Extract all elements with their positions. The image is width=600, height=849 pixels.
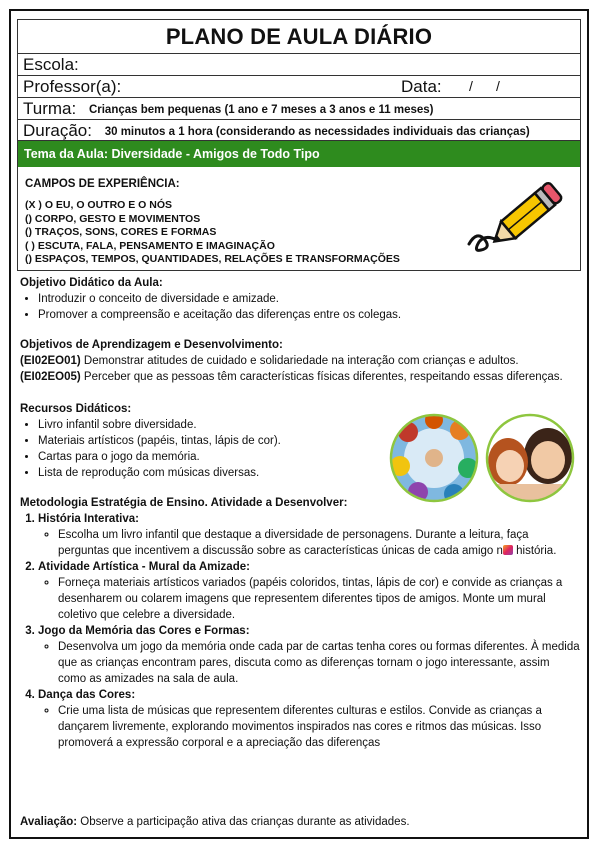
diverse-hands-photo: [388, 410, 484, 506]
objetivos-aprendizagem-title: Objetivos de Aprendizagem e Desenvolvimento:: [20, 339, 283, 351]
children-photos: [388, 410, 580, 506]
professor-label: Professor(a):: [23, 77, 122, 96]
metodologia-title: Metodologia Estratégia de Ensino. Atividade a Desenvolver:: [20, 497, 348, 509]
campo-item: () ESPAÇOS, TEMPOS, QUANTIDADES, RELAÇÕES E TRANSFORMAÇÕES: [25, 253, 400, 265]
campo-item: () CORPO, GESTO E MOVIMENTOS: [25, 212, 201, 225]
content: [20, 275, 580, 751]
turma-value: Crianças bem pequenas (1 ano e 7 meses a 3 anos e 11 meses): [88, 104, 434, 116]
data-label: Data:: [401, 77, 442, 96]
campos-list: [25, 199, 400, 267]
step-text: ◦ Crie uma lista de músicas que representem diferentes culturas e estilos. Convide as crianças a dançarem livremente, explorando movimentos inspirados nas cores e ritmos das músicas. Isso promoverá a expressão corporal e a apreciação das diferenças: [58, 703, 580, 751]
date-slash-1: /: [469, 78, 473, 94]
objetivo-text: Demonstrar atitudes de cuidado e solidariedade na interação com crianças e adultos.: [80, 355, 519, 367]
campo-item: ( ) ESCUTA, FALA, PENSAMENTO E IMAGINAÇÃO: [25, 239, 275, 252]
campo-item: (X ) O EU, O OUTRO E O NÓS: [25, 199, 173, 211]
list-item: • Lista de reprodução com músicas diversas.: [38, 465, 580, 481]
duracao-label: Duração:: [23, 121, 92, 140]
friends-emoji-icon: [503, 545, 513, 555]
campo-item: () TRAÇOS, SONS, CORES E FORMAS: [25, 226, 217, 238]
objetivo-line: [20, 353, 580, 369]
list-item: • Cartas para o jogo da memória.: [38, 449, 580, 465]
campos-title: CAMPOS DE EXPERIÊNCIA:: [25, 178, 180, 190]
page-title: PLANO DE AULA DIÁRIO: [18, 20, 580, 54]
escola-label: Escola:: [23, 55, 79, 74]
theme-bar: Tema da Aula: Diversidade - Amigos de Todo Tipo: [18, 141, 580, 167]
pencil-icon: [465, 174, 565, 266]
turma-label: Turma:: [23, 99, 77, 118]
avaliacao-label: Avaliação:: [20, 816, 78, 828]
step-title: Dança das Cores:: [38, 689, 136, 701]
step-item: [38, 623, 580, 687]
duracao-value: 30 minutos a 1 hora (considerando as necessidades individuais das crianças): [104, 126, 530, 138]
header-table: [17, 19, 581, 142]
list-item: • Introduzir o conceito de diversidade e amizade.: [38, 291, 580, 307]
avaliacao-text: Observe a participação ativa das crianças durante as atividades.: [77, 816, 410, 828]
step-item: [38, 511, 580, 559]
date-slash-2: /: [496, 78, 500, 94]
step-text: ◦ Desenvolva um jogo da memória onde cada par de cartas tenha cores ou formas diferentes. À medida que as crianças encontram pares, discuta como as diferenças tornam o jogo interessante, assim como as amizades na sala de aula.: [58, 639, 580, 687]
step-text: ◦ Forneça materiais artísticos variados (papéis coloridos, tintas, lápis de cor) e convide as crianças a desenharem ou colarem imagens que representem diferentes tipos de amigos. Monte um mural coletivo que celebre a diversidade.: [58, 575, 580, 623]
objetivo-code: (EI02EO05): [20, 371, 81, 383]
girls-photo: [484, 410, 580, 506]
list-item: • Livro infantil sobre diversidade.: [38, 417, 580, 433]
professor-row: [18, 76, 580, 98]
recursos-title: Recursos Didáticos:: [20, 403, 132, 415]
duracao-row: [18, 120, 580, 141]
list-item: • Promover a compreensão e aceitação das diferenças entre os colegas.: [38, 307, 580, 323]
objetivo-text: Perceber que as pessoas têm características físicas diferentes, respeitando essas diferenças.: [80, 371, 563, 383]
step-title: Jogo da Memória das Cores e Formas:: [38, 625, 250, 637]
step-title: História Interativa:: [38, 513, 139, 525]
objetivo-didatico-title: Objetivo Didático da Aula:: [20, 277, 163, 289]
escola-row: [18, 54, 580, 76]
metodologia-steps: [20, 511, 580, 751]
avaliacao: [20, 816, 410, 828]
objetivo-code: (EI02EO01): [20, 355, 81, 367]
step-item: [38, 687, 580, 751]
turma-row: [18, 98, 580, 120]
step-item: [38, 559, 580, 623]
objetivo-line: [20, 369, 580, 385]
step-title: Atividade Artística - Mural da Amizade:: [38, 561, 250, 573]
list-item: • Materiais artísticos (papéis, tintas, lápis de cor).: [38, 433, 580, 449]
step-text: ◦ Escolha um livro infantil que destaque a diversidade de personagens. Durante a leitura, faça perguntas que incentivem a discussão sobre as características únicas de cada amigo n história.: [58, 527, 580, 559]
objetivo-didatico-list: [20, 291, 580, 323]
